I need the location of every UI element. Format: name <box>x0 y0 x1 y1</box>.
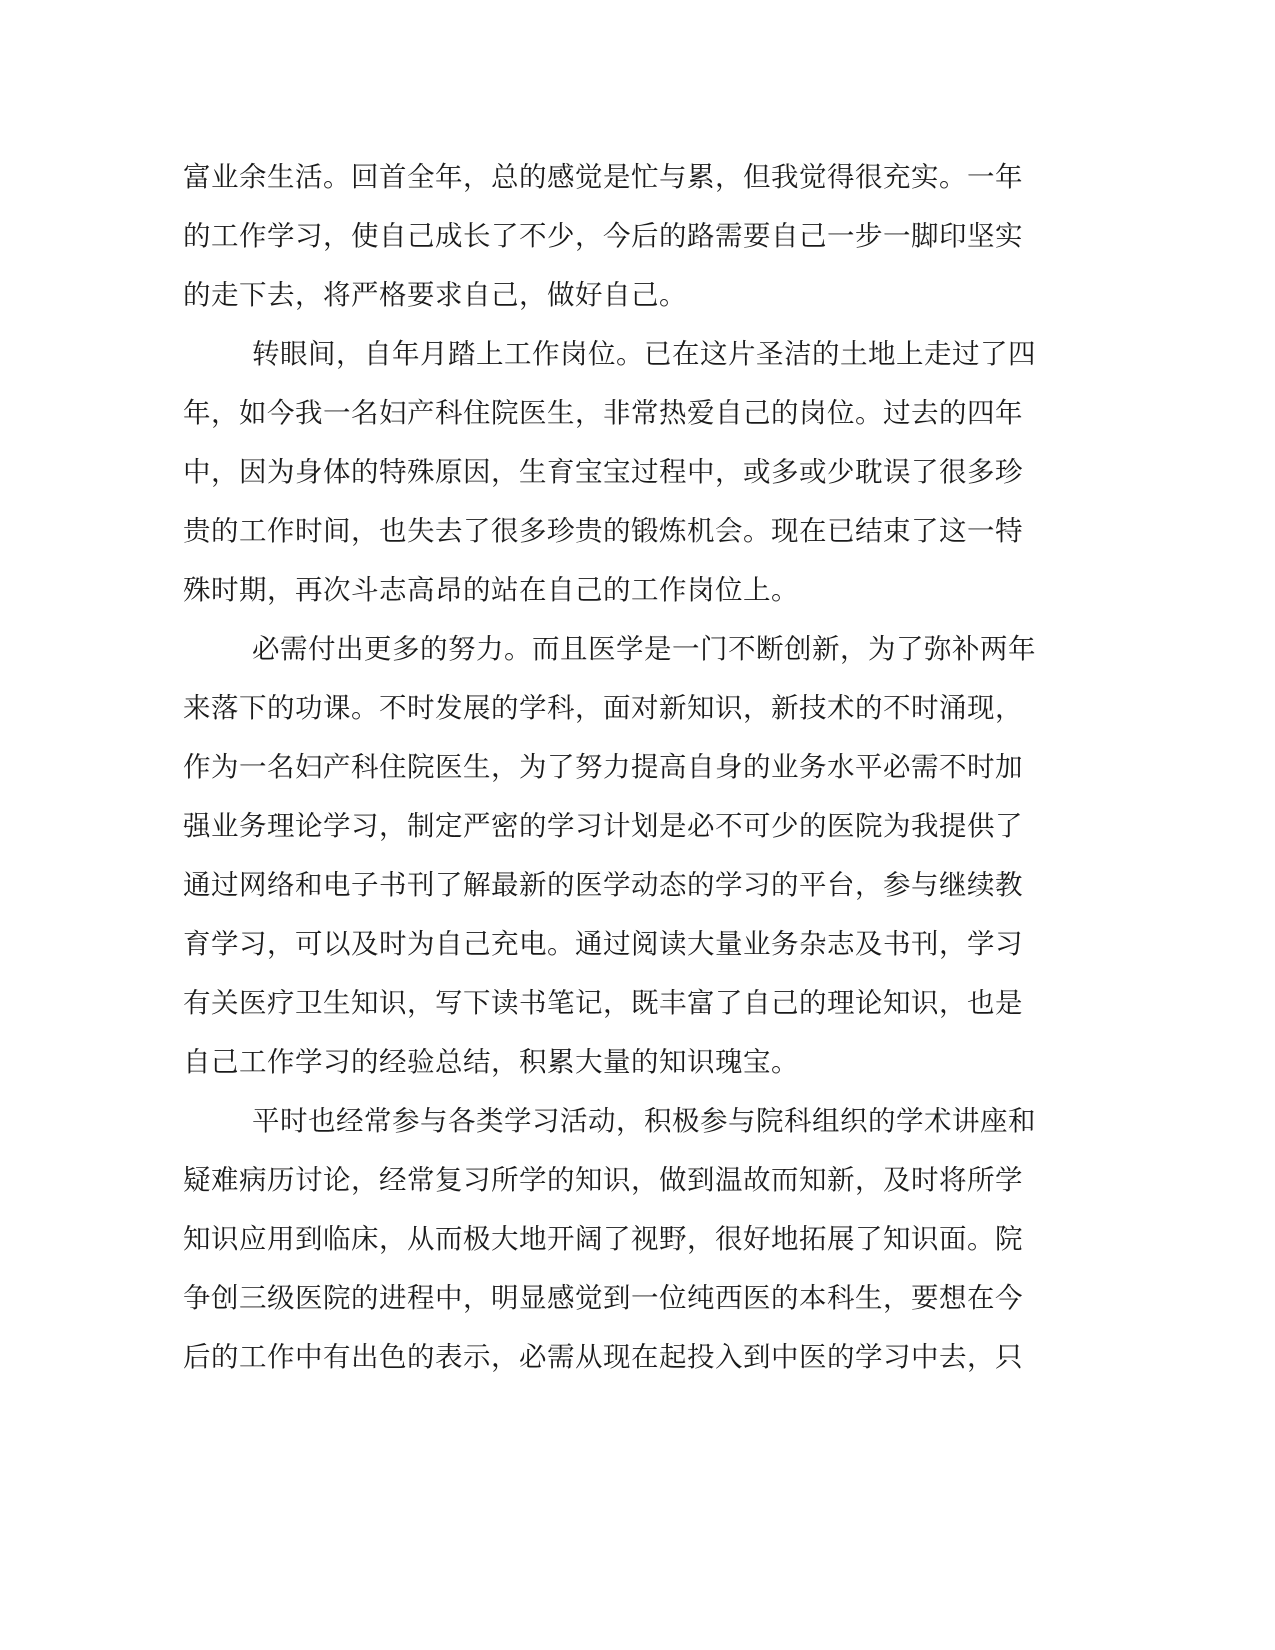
text-line: 的走下去，将严格要求自己，做好自己。 <box>183 279 687 311</box>
text-line: 疑难病历讨论，经常复习所学的知识，做到温故而知新，及时将所学 <box>183 1164 1023 1196</box>
text-line: 后的工作中有出色的表示，必需从现在起投入到中医的学习中去，只 <box>183 1341 1023 1373</box>
text-line: 争创三级医院的进程中，明显感觉到一位纯西医的本科生，要想在今 <box>183 1282 1023 1314</box>
text-line: 中，因为身体的特殊原因，生育宝宝过程中，或多或少耽误了很多珍 <box>183 456 1023 488</box>
text-line: 有关医疗卫生知识，写下读书笔记，既丰富了自己的理论知识，也是 <box>183 987 1023 1019</box>
text-line: 的工作学习，使自己成长了不少，今后的路需要自己一步一脚印坚实 <box>183 220 1023 252</box>
text-line: 贵的工作时间，也失去了很多珍贵的锻炼机会。现在已结束了这一特 <box>183 515 1023 547</box>
text-line: 平时也经常参与各类学习活动，积极参与院科组织的学术讲座和 <box>252 1105 1036 1137</box>
paragraph-1 <box>183 148 1033 325</box>
text-line: 强业务理论学习，制定严密的学习计划是必不可少的医院为我提供了 <box>183 810 1023 842</box>
text-line: 必需付出更多的努力。而且医学是一门不断创新，为了弥补两年 <box>252 633 1036 665</box>
text-line: 通过网络和电子书刊了解最新的医学动态的学习的平台，参与继续教 <box>183 869 1023 901</box>
paragraph-3 <box>183 620 1036 1092</box>
text-line: 作为一名妇产科住院医生，为了努力提高自身的业务水平必需不时加 <box>183 751 1023 783</box>
paragraph-2 <box>183 325 1036 620</box>
text-line: 转眼间，自年月踏上工作岗位。已在这片圣洁的土地上走过了四 <box>252 338 1036 370</box>
text-line: 年，如今我一名妇产科住院医生，非常热爱自己的岗位。过去的四年 <box>183 397 1023 429</box>
text-line: 来落下的功课。不时发展的学科，面对新知识，新技术的不时涌现， <box>183 692 1023 724</box>
document-body <box>183 148 1036 1387</box>
text-line: 自己工作学习的经验总结，积累大量的知识瑰宝。 <box>183 1046 799 1078</box>
text-line: 育学习，可以及时为自己充电。通过阅读大量业务杂志及书刊，学习 <box>183 928 1023 960</box>
text-line: 知识应用到临床，从而极大地开阔了视野，很好地拓展了知识面。院 <box>183 1223 1023 1255</box>
text-line: 富业余生活。回首全年，总的感觉是忙与累，但我觉得很充实。一年 <box>183 161 1023 193</box>
text-line: 殊时期，再次斗志高昂的站在自己的工作岗位上。 <box>183 574 799 606</box>
paragraph-4 <box>183 1092 1036 1387</box>
